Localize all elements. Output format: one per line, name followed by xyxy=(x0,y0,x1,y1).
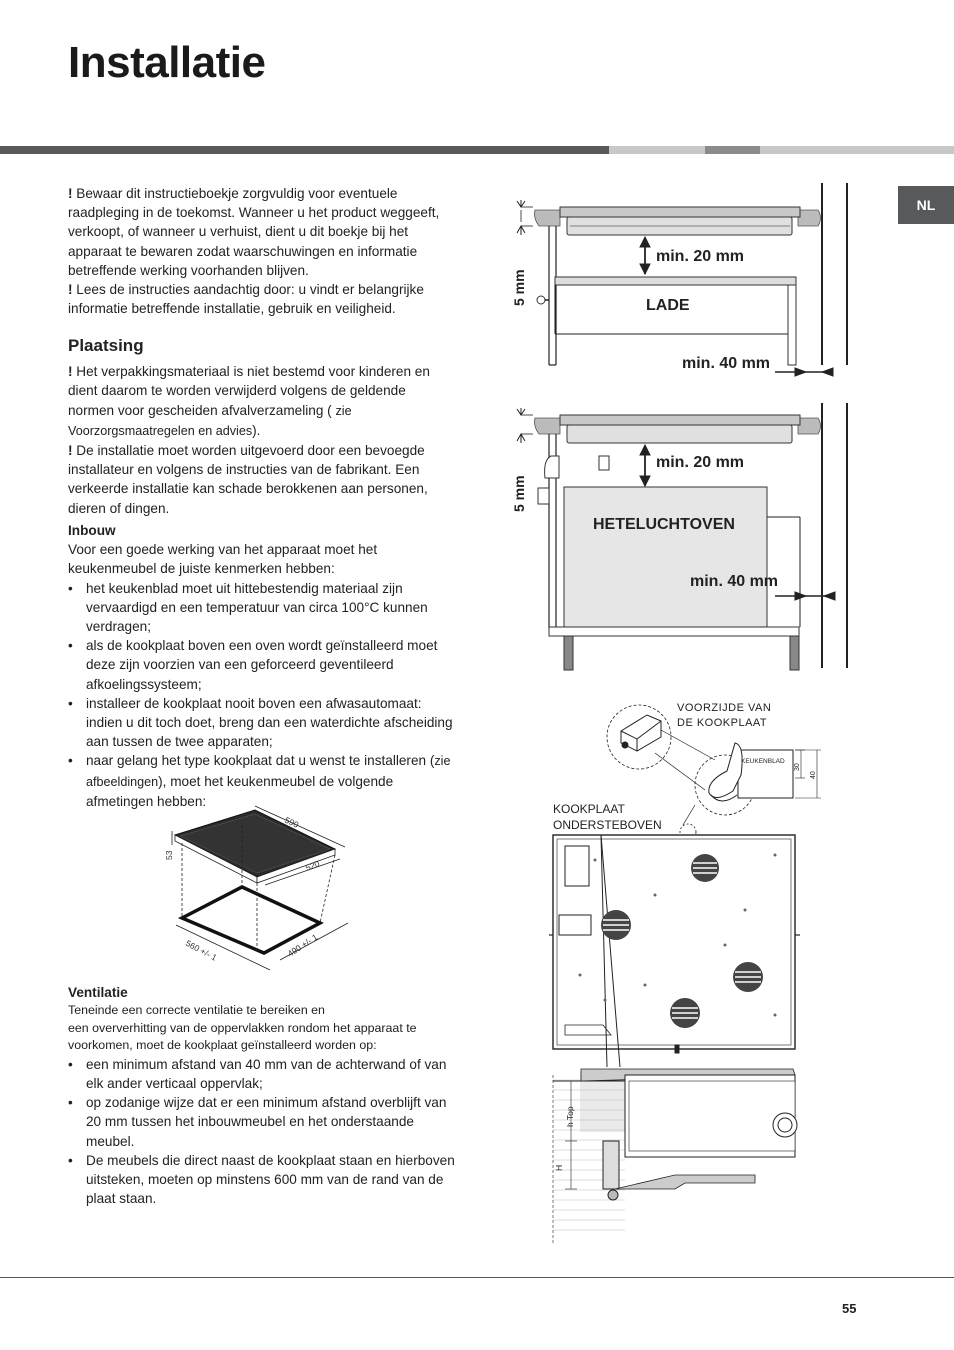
front-label-line-2: DE KOOKPLAAT xyxy=(677,717,768,729)
list-item: • als de kookplaat boven een oven wordt geïnstalleerd moet deze zijn voorzien van een geforceerd geventileerd afkoelingssysteem; xyxy=(68,636,453,694)
plaatsing-paragraph-1: ! Het verpakkingsmateriaal is niet bestemd voor kinderen en dient daarom te worden verwijderd volgens de geldende normen voor gescheiden afvalverzameling ( zie Voorzorgsmaatregelen en advies). xyxy=(68,364,430,438)
upside-label-line-2: ONDERSTEBOVEN xyxy=(553,818,662,832)
list-item: • naar gelang het type kookplaat dat u wenst te installeren (zie afbeeldingen), moet het keukenmeubel de volgende afmetingen hebben: xyxy=(68,751,453,811)
intro-paragraph-1: ! Bewaar dit instructieboekje zorgvuldig voor eventuele raadpleging in de toekomst. Wanneer u het product weggeeft, verkoopt, of wanneer u verhuist, dient u dit boekje bij het apparaat te bewaren zodat waarschuwingen en informatie betreffende werking voorhanden blijven. xyxy=(68,186,440,278)
plaatsing-section xyxy=(68,336,453,518)
dim-cut-width-label: 560 +/- 1 xyxy=(184,937,219,963)
inbouw-section xyxy=(68,521,453,811)
h-top-label: h Top xyxy=(565,1106,575,1127)
list-item: • een minimum afstand van 40 mm van de achterwand of van elk ander verticaal oppervlak; xyxy=(68,1055,458,1093)
ventilatie-section xyxy=(68,983,458,1208)
dim-cut-depth-label: 490 +/- 1 xyxy=(285,931,320,959)
oven-installation-figure xyxy=(505,398,850,673)
header-rule-mid xyxy=(705,146,760,154)
header-rule-light-end xyxy=(760,146,954,154)
drawer-installation-figure xyxy=(505,180,850,380)
bracket-installation-figure xyxy=(545,695,835,1250)
dim-depth-label: 520 xyxy=(304,858,321,873)
list-item: • installeer de kookplaat nooit boven een afwasautomaat: indien u dit toch doet, breng dan een waterdichte afscheiding aan tussen de twee apparaten; xyxy=(68,694,453,752)
ventilatie-heading: Ventilatie xyxy=(68,985,128,1000)
dim-height-label: 53 xyxy=(164,850,174,860)
cutout-dimension-diagram xyxy=(160,805,355,975)
dim-40-label: 40 xyxy=(810,771,817,779)
list-item: • De meubels die direct naast de kookplaat staan en hierboven uitsteken, moeten op minstens 600 mm van de rand van de plaat staan. xyxy=(68,1151,458,1209)
oven-gap-top-label: min. 20 mm xyxy=(656,454,745,471)
drawer-thickness-label: 5 mm xyxy=(511,269,527,306)
list-item: • op zodanige wijze dat er een minimum afstand overblijft van 20 mm tussen het inbouwmeubel en het onderstaande meubel. xyxy=(68,1093,458,1151)
page-title: Installatie xyxy=(68,38,266,87)
oven-thickness-label: 5 mm xyxy=(511,475,527,512)
front-label-line-1: VOORZIJDE VAN xyxy=(677,702,772,714)
dim-width-label: 590 xyxy=(283,814,301,830)
intro-paragraph-2: ! Lees de instructies aandachtig door: u vindt er belangrijke informatie betreffende installatie, gebruik en veiligheid. xyxy=(68,282,424,317)
inbouw-intro: Voor een goede werking van het apparaat moet het keukenmeubel de juiste kenmerken hebben: xyxy=(68,542,378,577)
list-item: • het keukenblad moet uit hittebestendig materiaal zijn vervaardigd en een temperatuur van circa 100°C kunnen verdragen; xyxy=(68,579,453,637)
upside-label-line-1: KOOKPLAAT xyxy=(553,802,625,816)
worktop-label: KEUKENBLAD xyxy=(741,758,785,765)
drawer-gap-back-label: min. 40 mm xyxy=(682,355,771,372)
ventilatie-list xyxy=(68,1055,458,1209)
ventilatie-intro-1: Teneinde een correcte ventilatie te bereiken en xyxy=(68,1003,325,1018)
header-rule-dark xyxy=(0,146,609,154)
intro-block xyxy=(68,184,453,318)
language-tab: NL xyxy=(898,186,954,224)
cross-reference: zie afbeeldingen xyxy=(86,754,451,789)
header-rule-light xyxy=(609,146,705,154)
plaatsing-paragraph-2: ! De installatie moet worden uitgevoerd door een bevoegde installateur en volgens de instructies van de fabrikant. Een verkeerde installatie kan schade berokkenen aan personen, dieren of dingen. xyxy=(68,443,428,516)
page-number: 55 xyxy=(842,1301,857,1316)
inbouw-heading: Inbouw xyxy=(68,523,116,538)
oven-gap-back-label: min. 40 mm xyxy=(690,573,779,590)
drawer-label: LADE xyxy=(646,297,690,314)
inbouw-list xyxy=(68,579,453,811)
h-label: H xyxy=(554,1164,564,1171)
footer-rule xyxy=(0,1277,954,1278)
dim-30-label: 30 xyxy=(794,763,801,771)
ventilatie-intro-2: een oververhitting van de oppervlakken rondom het apparaat te voorkomen, moet de kookplaat geïnstalleerd worden op: xyxy=(68,1020,417,1053)
cross-reference: zie Voorzorgsmaatregelen en advies xyxy=(68,403,352,438)
drawer-gap-top-label: min. 20 mm xyxy=(656,248,745,265)
plaatsing-heading: Plaatsing xyxy=(68,336,144,355)
oven-label: HETELUCHTOVEN xyxy=(593,516,735,533)
